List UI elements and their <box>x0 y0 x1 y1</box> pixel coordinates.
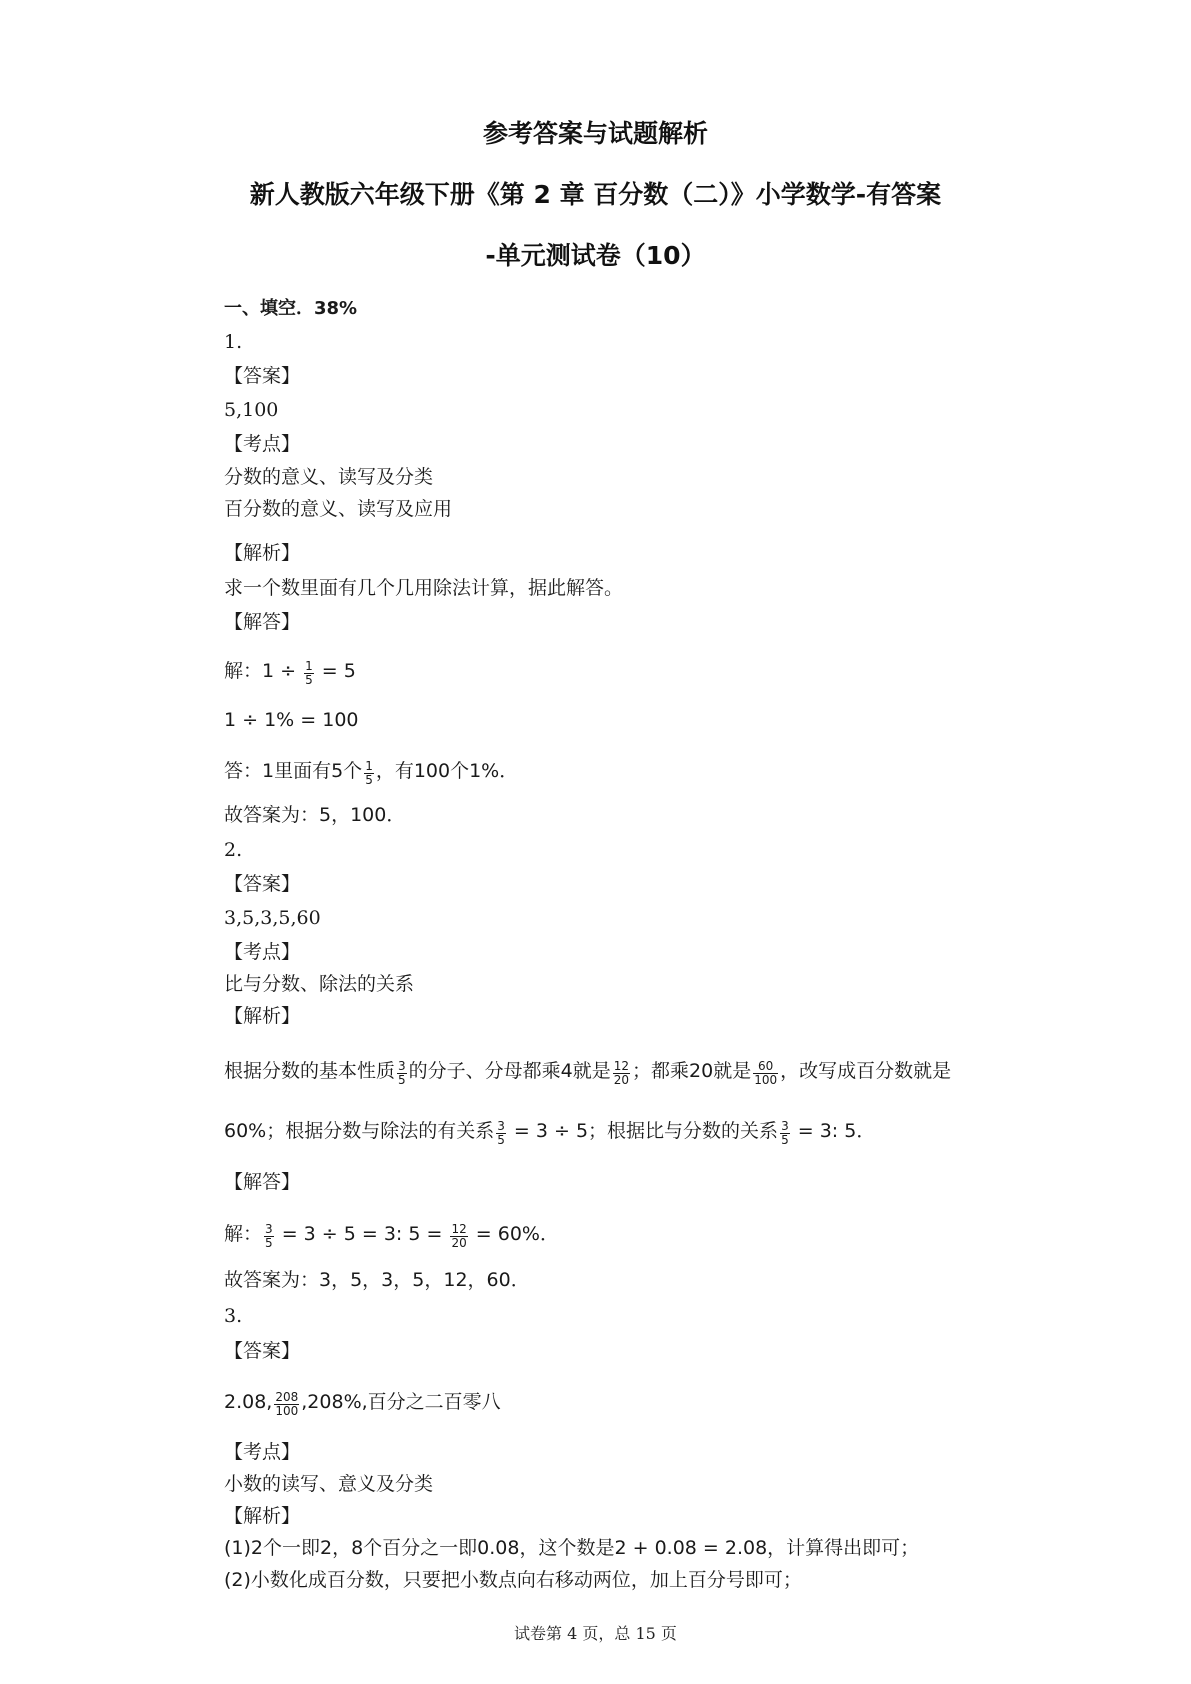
q2-answer: 3,5,3,5,60 <box>224 907 321 929</box>
section-heading: 一、填空．38% <box>224 298 358 319</box>
fraction-denominator: 5 <box>497 1133 505 1147</box>
q1-solution-line1 <box>224 658 356 685</box>
fraction-denominator: 5 <box>365 773 373 787</box>
q3-answer <box>224 1389 501 1416</box>
q1-sol3-prefix: 答：1里面有5个 <box>224 760 363 782</box>
q1-number: 1. <box>224 331 243 353</box>
q3-knowledge-label: 【考点】 <box>224 1441 301 1463</box>
q1-sol1-prefix: 解：1 ÷ <box>224 660 303 682</box>
q1-analysis-label: 【解析】 <box>224 542 301 564</box>
q3-ans-a: 2.08, <box>224 1391 273 1413</box>
fraction-denominator: 100 <box>754 1073 778 1087</box>
q2-an1-c: ；都乘20就是 <box>632 1060 752 1082</box>
fraction <box>496 1120 506 1147</box>
fraction-numerator: 60 <box>753 1060 778 1074</box>
fraction-numerator: 12 <box>451 1222 467 1236</box>
fraction <box>364 760 374 787</box>
fraction-denominator: 5 <box>305 673 313 687</box>
fraction <box>274 1391 299 1418</box>
q2-analysis-line2 <box>224 1118 875 1145</box>
q1-knowledge-label: 【考点】 <box>224 433 301 455</box>
q1-analysis: 求一个数里面有几个几用除法计算，据此解答。 <box>224 577 624 599</box>
q2-sol-a: 解： <box>224 1223 263 1245</box>
fraction-numerator: 3 <box>781 1119 789 1133</box>
q2-an1-a: 根据分数的基本性质 <box>224 1060 396 1082</box>
fraction-numerator: 1 <box>365 759 373 773</box>
q2-sol-c: = 60%． <box>469 1223 559 1245</box>
q1-knowledge-1: 分数的意义、读写及分类 <box>224 466 434 488</box>
page-title: 参考答案与试题解析 <box>482 119 708 148</box>
fraction-denominator: 5 <box>265 1236 273 1250</box>
q2-an1-d: ，改写成百分数就是 <box>780 1060 952 1082</box>
q3-knowledge: 小数的读写、意义及分类 <box>224 1473 434 1495</box>
q2-an2-a: 60%；根据分数与除法的有关系 <box>224 1120 495 1142</box>
q1-solution-line3 <box>224 758 518 785</box>
fraction <box>304 660 314 687</box>
q2-an1-b: 的分子、分母都乘4就是 <box>408 1060 611 1082</box>
fraction-denominator: 100 <box>275 1404 299 1418</box>
q1-sol3-suffix: ，有100个1%． <box>375 760 519 782</box>
q1-knowledge-2: 百分数的意义、读写及应用 <box>224 498 453 520</box>
q2-an2-c: = 3: 5． <box>791 1120 876 1142</box>
q2-number: 2. <box>224 839 243 861</box>
q2-knowledge: 比与分数、除法的关系 <box>224 973 415 995</box>
fraction-denominator: 5 <box>398 1073 406 1087</box>
q2-final-answer: 故答案为：3，5，3，5，12，60． <box>224 1269 530 1291</box>
fraction-numerator: 1 <box>305 659 313 673</box>
fraction-denominator: 5 <box>781 1133 789 1147</box>
q1-final-answer: 故答案为：5，100． <box>224 804 406 826</box>
q2-answer-label: 【答案】 <box>224 873 301 895</box>
q3-analysis-2: (2)小数化成百分数，只要把小数点向右移动两位，加上百分号即可； <box>224 1569 802 1591</box>
fraction <box>264 1223 274 1250</box>
fraction-numerator: 12 <box>613 1059 630 1073</box>
q1-solution-label: 【解答】 <box>224 611 301 633</box>
q3-ans-b: ,208%,百分之二百零八 <box>301 1391 501 1413</box>
q1-answer-label: 【答案】 <box>224 365 301 387</box>
q2-analysis-label: 【解析】 <box>224 1005 301 1027</box>
q2-analysis-line1 <box>224 1058 951 1085</box>
q3-number: 3. <box>224 1305 243 1327</box>
fraction <box>780 1120 790 1147</box>
fraction <box>753 1060 778 1087</box>
q2-solution <box>224 1221 559 1248</box>
q2-an2-b: = 3 ÷ 5；根据比与分数的关系 <box>507 1120 779 1142</box>
q2-knowledge-label: 【考点】 <box>224 941 301 963</box>
q3-analysis-1: (1)2个一即2，8个百分之一即0.08，这个数是2 + 0.08 = 2.08，计算得出即可； <box>224 1537 920 1559</box>
q1-solution-line2: 1 ÷ 1% = 100 <box>224 709 359 731</box>
fraction-denominator: 20 <box>451 1236 467 1250</box>
fraction-numerator: 208 <box>275 1390 299 1404</box>
paper-title-line1: 新人教版六年级下册《第 2 章 百分数（二）》小学数学-有答案 <box>249 180 942 209</box>
paper-title-line2: -单元测试卷（10） <box>485 241 706 270</box>
q3-answer-label: 【答案】 <box>224 1340 301 1362</box>
q2-sol-b: = 3 ÷ 5 = 3: 5 = <box>275 1223 449 1245</box>
fraction <box>613 1060 630 1087</box>
page-footer: 试卷第 4 页，总 15 页 <box>514 1624 677 1643</box>
fraction <box>397 1060 407 1087</box>
fraction-denominator: 20 <box>613 1073 630 1087</box>
q1-answer: 5,100 <box>224 399 279 421</box>
fraction-numerator: 3 <box>497 1119 505 1133</box>
fraction-numerator: 3 <box>398 1059 406 1073</box>
fraction <box>450 1223 467 1250</box>
fraction-numerator: 3 <box>265 1222 273 1236</box>
q1-sol1-suffix: = 5 <box>315 660 356 682</box>
q3-analysis-label: 【解析】 <box>224 1505 301 1527</box>
q2-solution-label: 【解答】 <box>224 1171 301 1193</box>
